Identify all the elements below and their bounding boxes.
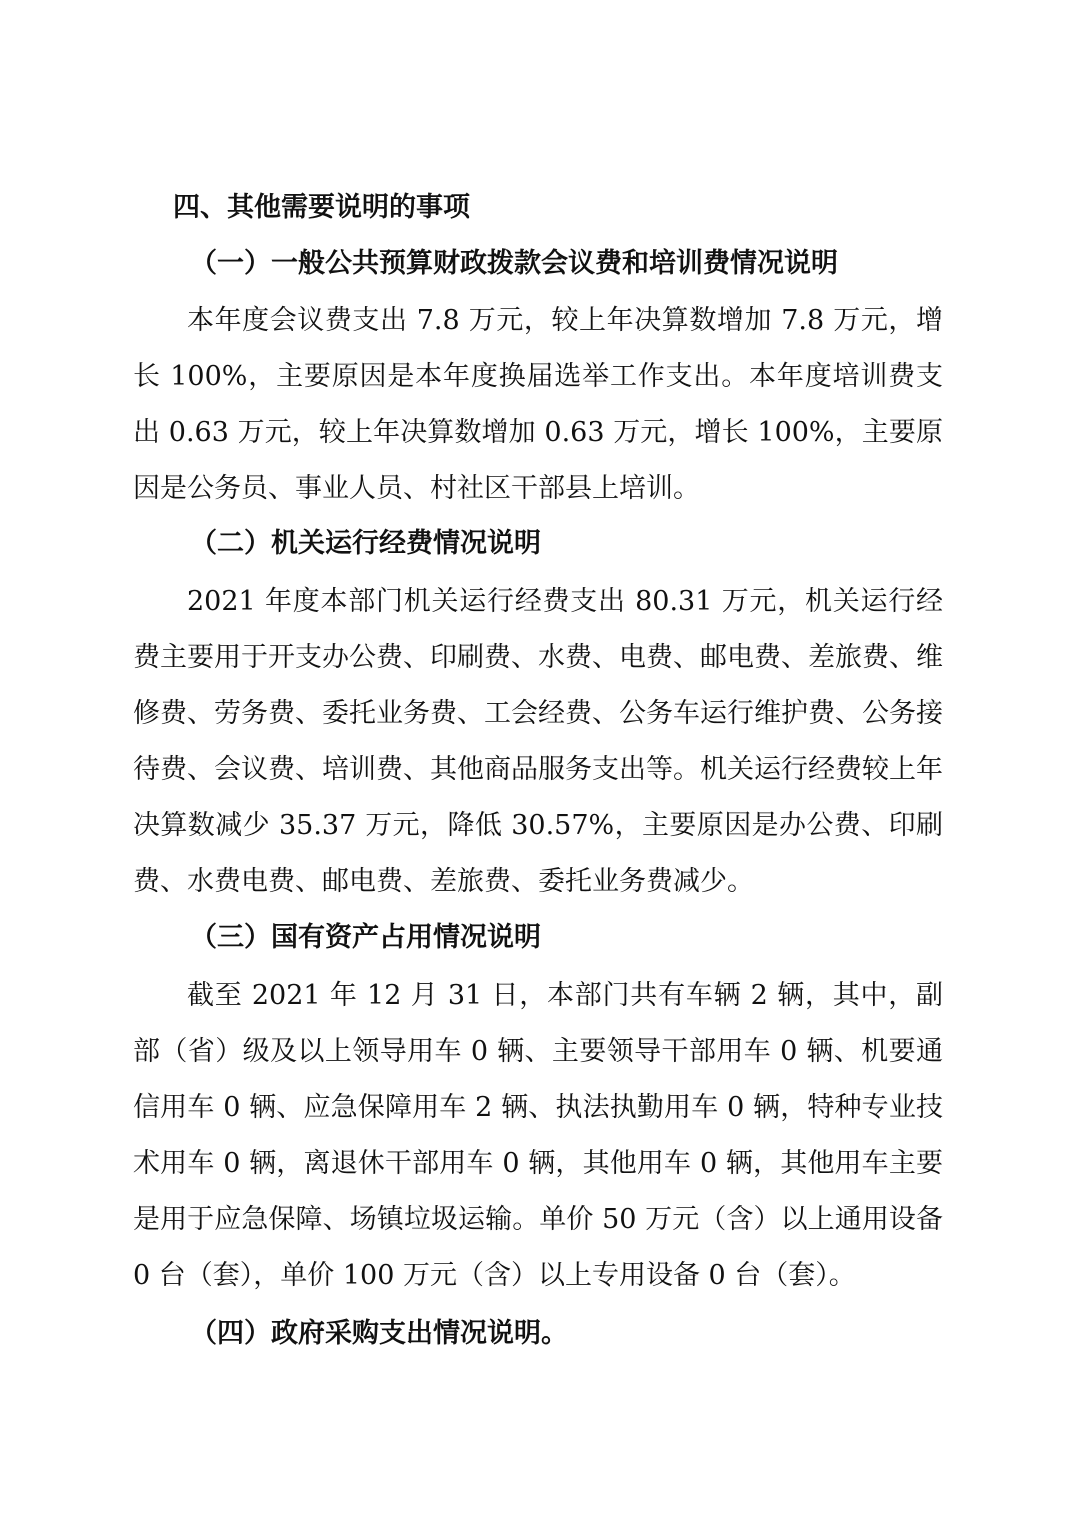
subheading-operating-expenses: （二）机关运行经费情况说明 (190, 528, 541, 559)
subheading-government-procurement: （四）政府采购支出情况说明。 (190, 1318, 568, 1349)
paragraph-meeting-training: 本年度会议费支出 7.8 万元，较上年决算数增加 7.8 万元，增长 100%，主要原因是本年度换届选举工作支出。本年度培训费支出 0.63 万元，较上年决算数增加 0.63 万元，增长 100%，主要原因是公务员、事业人员、村社区干部县上培训。 (133, 305, 943, 504)
paragraph-state-assets: 截至 2021 年 12 月 31 日，本部门共有车辆 2 辆，其中，副部（省）级及以上领导用车 0 辆、主要领导干部用车 0 辆、机要通信用车 0 辆、应急保障用车 2 辆、执法执勤用车 0 辆，特种专业技术用车 0 辆，离退休干部用车 0 辆，其他用车 0 辆，其他用车主要是用于应急保障、场镇垃圾运输。单价 50 万元（含）以上通用设备 0 台（套），单价 100 万元（含）以上专用设备 0 台（套）。 (133, 980, 943, 1291)
subheading-state-assets: （三）国有资产占用情况说明 (190, 922, 541, 953)
subheading-meeting-training: （一）一般公共预算财政拨款会议费和培训费情况说明 (190, 248, 838, 279)
section-title: 四、其他需要说明的事项 (173, 192, 470, 223)
paragraph-operating-expenses: 2021 年度本部门机关运行经费支出 80.31 万元，机关运行经费主要用于开支办公费、印刷费、水费、电费、邮电费、差旅费、维修费、劳务费、委托业务费、工会经费、公务车运行维护费、公务接待费、会议费、培训费、其他商品服务支出等。机关运行经费较上年决算数减少 35.37 万元，降低 30.57%，主要原因是办公费、印刷费、水费电费、邮电费、差旅费、委托业务费减少。 (133, 586, 943, 897)
